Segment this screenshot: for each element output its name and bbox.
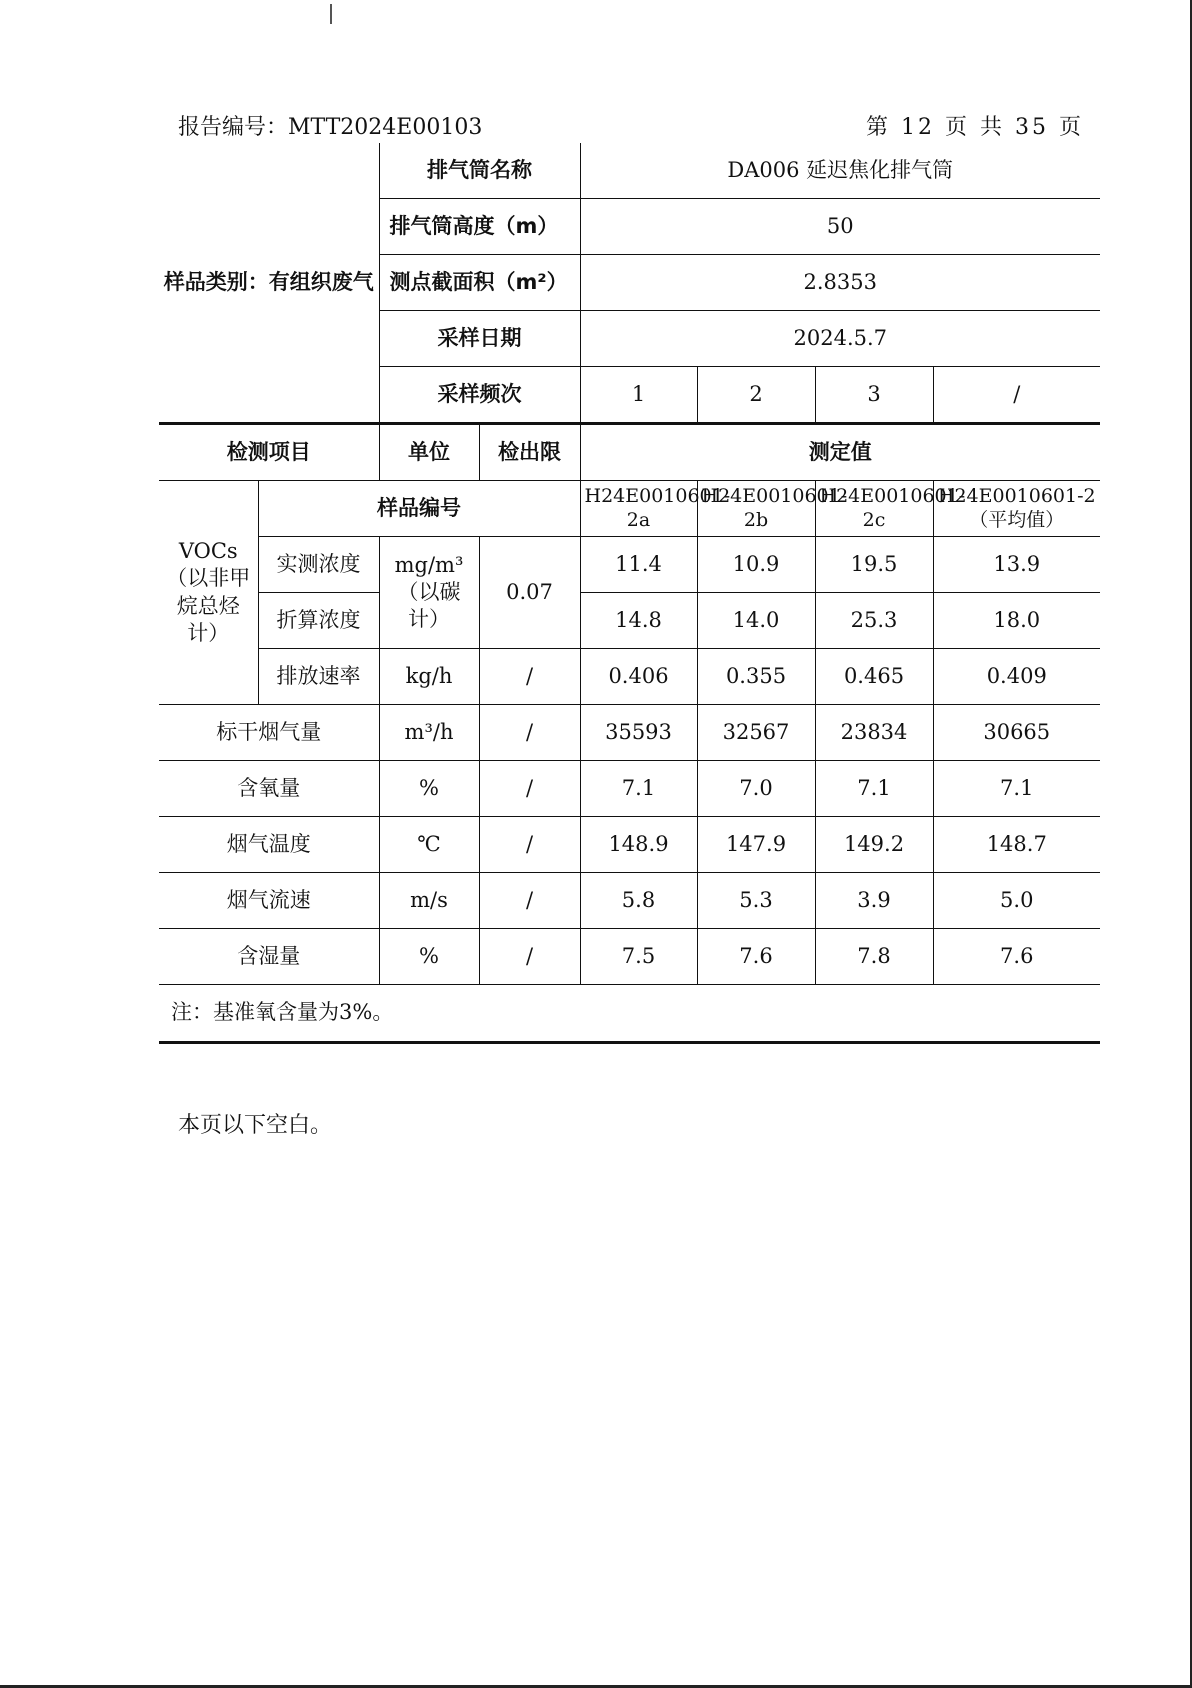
limit-cell: / [479, 817, 580, 873]
limit-cell: / [479, 873, 580, 929]
value-cell: 18.0 [933, 593, 1100, 649]
value-cell: 7.8 [815, 929, 933, 985]
unit-cell: m³/h [379, 705, 479, 761]
value-cell: 7.1 [933, 761, 1100, 817]
sample-no-label: 样品编号 [258, 481, 580, 537]
note-row [159, 985, 1100, 1043]
table-row [159, 593, 1100, 649]
value-cell: 7.1 [580, 761, 697, 817]
value-cell: 0.409 [933, 649, 1100, 705]
value-cell: 0.355 [697, 649, 815, 705]
value-cell: 3.9 [815, 873, 933, 929]
value-cell: 7.0 [697, 761, 815, 817]
value-cell: 25.3 [815, 593, 933, 649]
unit-cell: % [379, 761, 479, 817]
value-cell: 7.5 [580, 929, 697, 985]
value-cell: 32567 [697, 705, 815, 761]
table-row [159, 537, 1100, 593]
value-cell: 13.9 [933, 537, 1100, 593]
value-cell: 14.0 [697, 593, 815, 649]
row-name: 标干烟气量 [159, 705, 379, 761]
row-name: 排放速率 [258, 649, 379, 705]
value-cell: 5.0 [933, 873, 1100, 929]
table-row [159, 817, 1100, 873]
info-row-stack-name [159, 143, 1100, 199]
stack-height-value: 50 [580, 199, 1100, 255]
sampling-date-value: 2024.5.7 [580, 311, 1100, 367]
value-cell: 149.2 [815, 817, 933, 873]
limit-cell: / [479, 761, 580, 817]
value-cell: 7.6 [933, 929, 1100, 985]
value-cell: 7.1 [815, 761, 933, 817]
conc-limit: 0.07 [479, 537, 580, 649]
stack-name-value: DA006 延迟焦化排气筒 [580, 143, 1100, 199]
sample-no: H24E0010601-2b [697, 481, 815, 537]
frequency-cell: 2 [697, 367, 815, 424]
row-name: 折算浓度 [258, 593, 379, 649]
unit-cell: % [379, 929, 479, 985]
sample-no-row [159, 481, 1100, 537]
value-cell: 0.465 [815, 649, 933, 705]
value-cell: 148.9 [580, 817, 697, 873]
page-info: 第 12 页 共 35 页 [866, 115, 1084, 140]
limit-cell: / [479, 705, 580, 761]
sample-no: H24E0010601-2（平均值） [933, 481, 1100, 537]
scan-mark [330, 4, 332, 24]
frequency-label: 采样频次 [379, 367, 580, 424]
row-name: 实测浓度 [258, 537, 379, 593]
value-cell: 19.5 [815, 537, 933, 593]
vocs-group-label: VOCs（以非甲烷总烃计） [159, 481, 258, 705]
value-cell: 10.9 [697, 537, 815, 593]
value-cell: 11.4 [580, 537, 697, 593]
value-cell: 5.3 [697, 873, 815, 929]
frequency-cell: / [933, 367, 1100, 424]
row-name: 含氧量 [159, 761, 379, 817]
stack-height-label: 排气筒高度（m） [379, 199, 580, 255]
value-cell: 35593 [580, 705, 697, 761]
report-table [159, 143, 1100, 1044]
report-number: 报告编号：MTT2024E00103 [178, 115, 483, 140]
table-head-row [159, 424, 1100, 481]
row-name: 烟气温度 [159, 817, 379, 873]
unit-cell: kg/h [379, 649, 479, 705]
table-row [159, 705, 1100, 761]
value-cell: 23834 [815, 705, 933, 761]
value-cell: 148.7 [933, 817, 1100, 873]
conc-unit: mg/m³（以碳计） [379, 537, 479, 649]
sample-no: H24E0010601-2a [580, 481, 697, 537]
table-row [159, 929, 1100, 985]
note-text: 注：基准氧含量为3%。 [159, 985, 1100, 1043]
section-area-label: 测点截面积（m²） [379, 255, 580, 311]
unit-cell: ℃ [379, 817, 479, 873]
limit-cell: / [479, 929, 580, 985]
row-name: 含湿量 [159, 929, 379, 985]
value-cell: 14.8 [580, 593, 697, 649]
frequency-cell: 3 [815, 367, 933, 424]
table-row [159, 873, 1100, 929]
section-area-value: 2.8353 [580, 255, 1100, 311]
value-cell: 30665 [933, 705, 1100, 761]
head-unit: 单位 [379, 424, 479, 481]
value-cell: 5.8 [580, 873, 697, 929]
table-row [159, 761, 1100, 817]
value-cell: 147.9 [697, 817, 815, 873]
value-cell: 7.6 [697, 929, 815, 985]
sample-category: 样品类别：有组织废气 [159, 143, 379, 424]
head-limit: 检出限 [479, 424, 580, 481]
unit-cell: m/s [379, 873, 479, 929]
limit-cell: / [479, 649, 580, 705]
head-item: 检测项目 [159, 424, 379, 481]
sampling-date-label: 采样日期 [379, 311, 580, 367]
row-name: 烟气流速 [159, 873, 379, 929]
stack-name-label: 排气筒名称 [379, 143, 580, 199]
sample-no: H24E0010601-2c [815, 481, 933, 537]
frequency-cell: 1 [580, 367, 697, 424]
blank-page-note: 本页以下空白。 [178, 1113, 333, 1138]
value-cell: 0.406 [580, 649, 697, 705]
table-row [159, 649, 1100, 705]
head-measured: 测定值 [580, 424, 1100, 481]
